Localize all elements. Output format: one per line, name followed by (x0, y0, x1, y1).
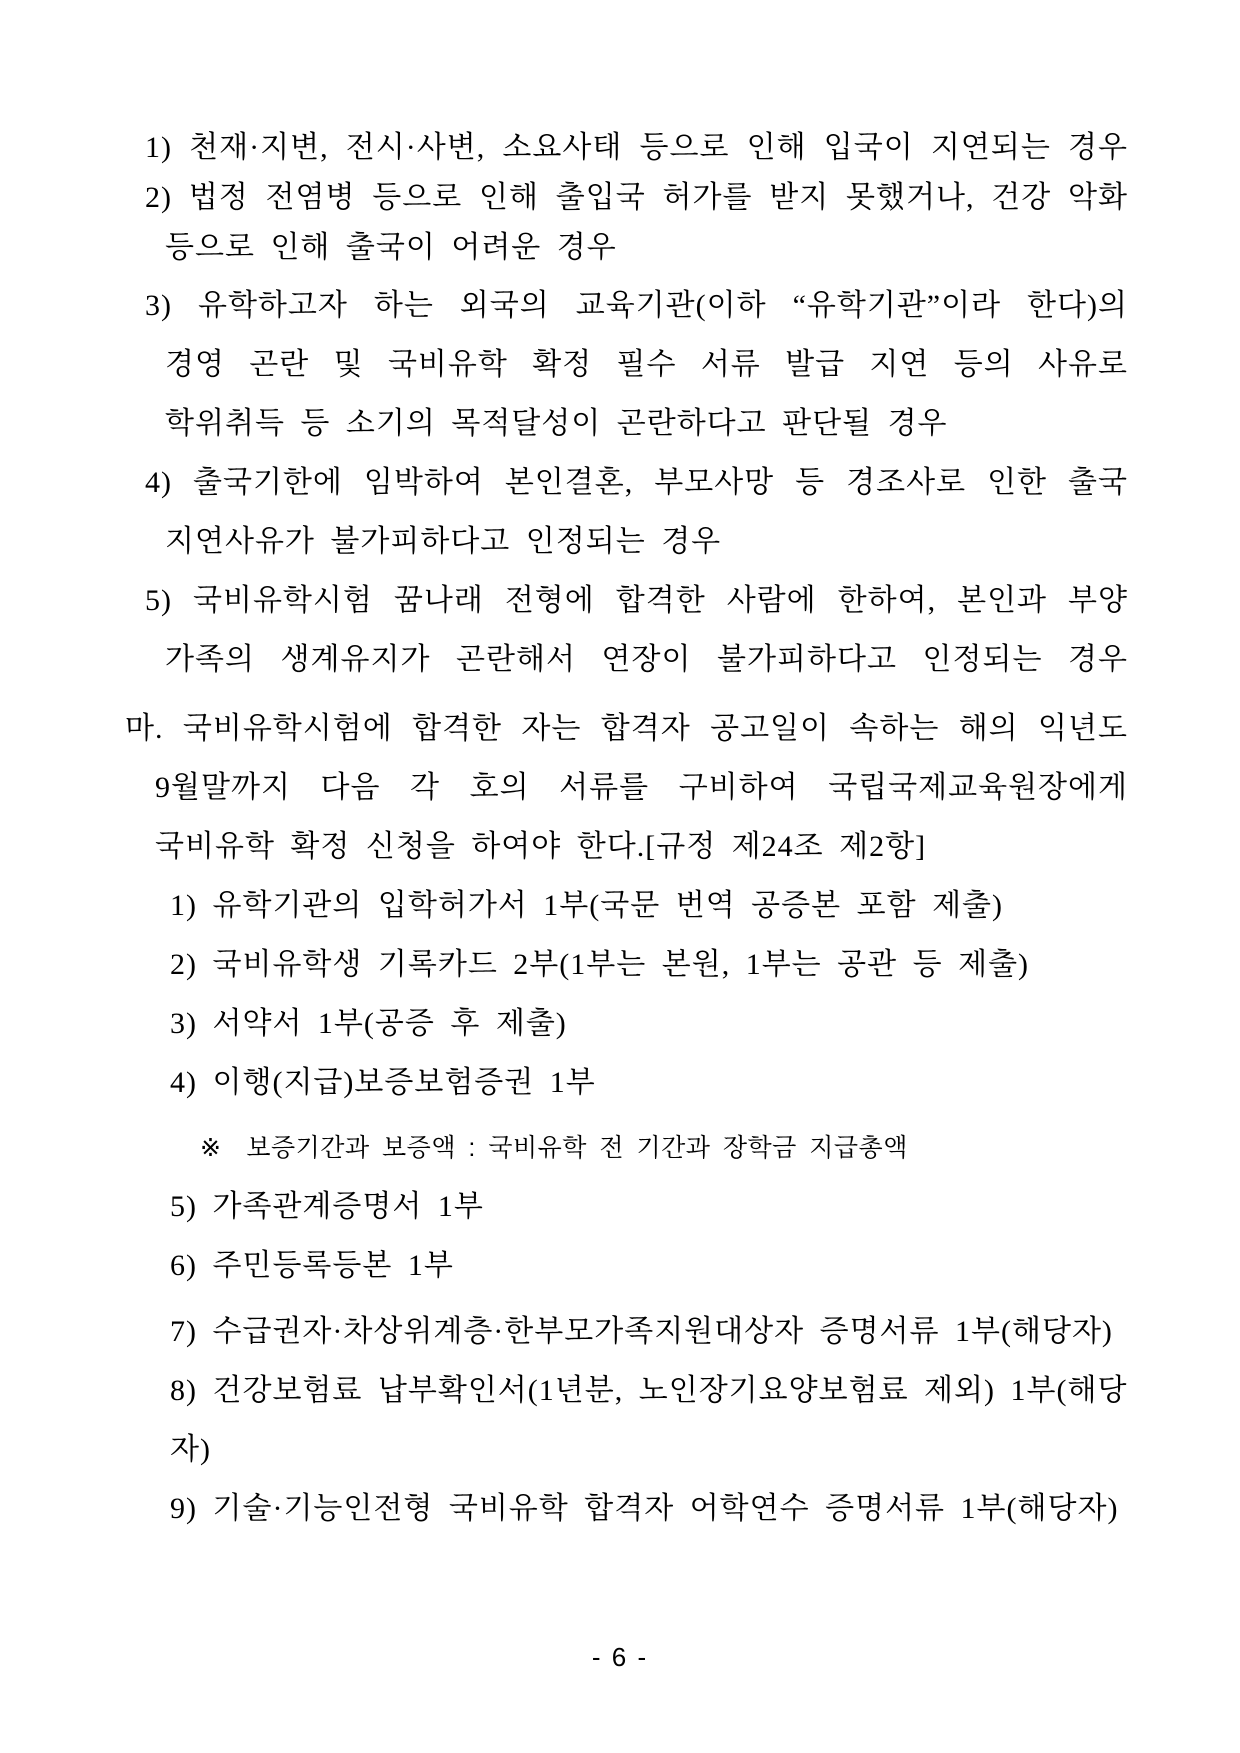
document-line: 6) 주민등록등본 1부 (170, 1249, 454, 1282)
document-line: 5) 가족관계증명서 1부 (170, 1190, 484, 1223)
document-line: 가족의 생계유지가 곤란해서 연장이 불가피하다고 인정되는 경우 (165, 643, 1128, 676)
document-line: 지연사유가 불가피하다고 인정되는 경우 (165, 525, 722, 558)
document-line: 9) 기술·기능인전형 국비유학 합격자 어학연수 증명서류 1부(해당자) (170, 1492, 1119, 1525)
page-number: - 6 - (591, 1642, 649, 1672)
document-line: 1) 천재·지변, 전시·사변, 소요사태 등으로 인해 입국이 지연되는 경우 (145, 131, 1128, 164)
document-line: 등으로 인해 출국이 어려운 경우 (165, 231, 617, 264)
document-line: 4) 출국기한에 임박하여 본인결혼, 부모사망 등 경조사로 인한 출국 (145, 466, 1128, 499)
document-line: 마. 국비유학시험에 합격한 자는 합격자 공고일이 속하는 해의 익년도 (125, 712, 1128, 745)
document-line: 2) 국비유학생 기록카드 2부(1부는 본원, 1부는 공관 등 제출) (170, 948, 1030, 981)
document-line: 국비유학 확정 신청을 하여야 한다.[규정 제24조 제2항] (155, 830, 927, 863)
document-line: 8) 건강보험료 납부확인서(1년분, 노인장기요양보험료 제외) 1부(해당자) (170, 1374, 1128, 1466)
document-line: 1) 유학기관의 입학허가서 1부(국문 번역 공증본 포함 제출) (170, 889, 1004, 922)
document-line: 9월말까지 다음 각 호의 서류를 구비하여 국립국제교육원장에게 (155, 771, 1128, 804)
document-line: ※ 보증기간과 보증액 : 국비유학 전 기간과 장학금 지급총액 (200, 1134, 908, 1162)
document-line: 4) 이행(지급)보증보험증권 1부 (170, 1066, 596, 1099)
document-body (110, 123, 1128, 1538)
document-line: 5) 국비유학시험 꿈나래 전형에 합격한 사람에 한하여, 본인과 부양 (145, 584, 1128, 617)
document-line: 3) 서약서 1부(공증 후 제출) (170, 1007, 567, 1040)
document-line: 7) 수급권자·차상위계층·한부모가족지원대상자 증명서류 1부(해당자) (170, 1315, 1113, 1348)
document-line: 경영 곤란 및 국비유학 확정 필수 서류 발급 지연 등의 사유로 (165, 348, 1128, 381)
document-line: 2) 법정 전염병 등으로 인해 출입국 허가를 받지 못했거나, 건강 악화 (145, 181, 1128, 214)
document-line: 학위취득 등 소기의 목적달성이 곤란하다고 판단될 경우 (165, 407, 948, 440)
document-line: 3) 유학하고자 하는 외국의 교육기관(이하 “유학기관”이라 한다)의 (145, 289, 1128, 322)
